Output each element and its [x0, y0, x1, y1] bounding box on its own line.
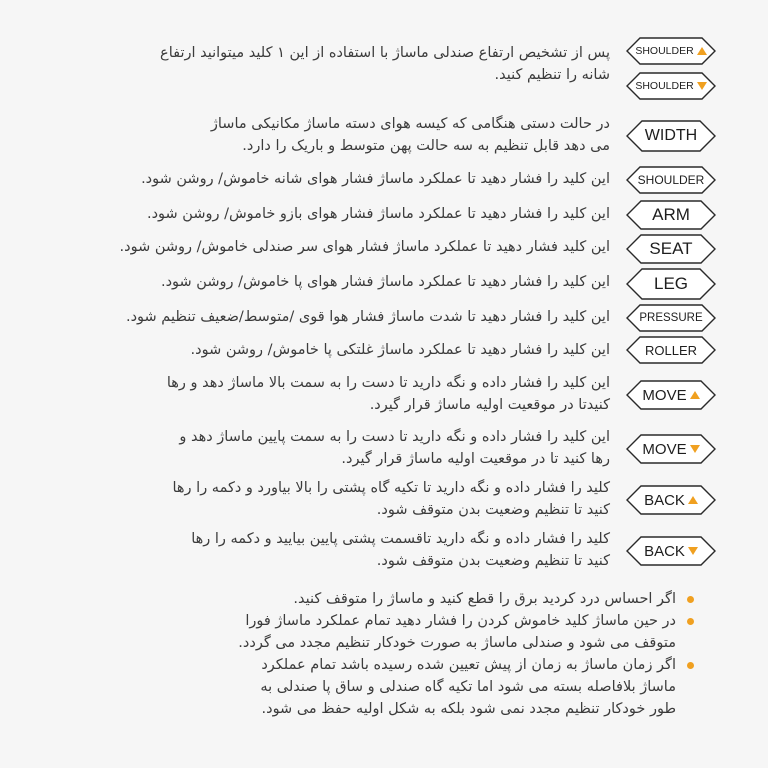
bullet-icon: [687, 618, 694, 625]
key-label-text: SHOULDER: [635, 45, 694, 57]
description-line: شانه را تنظیم کنید.: [494, 67, 610, 83]
button-arm: [626, 200, 716, 230]
button-width: [626, 120, 716, 152]
description-line: این کلید را فشار دهید تا عملکرد ماساژ فشار هوای بازو خاموش/ روشن شود.: [146, 206, 610, 222]
description-line: این کلید را فشار داده و نگه دارید تا دست را به سمت پایین ماساژ دهد و: [179, 429, 610, 445]
bullet-icon: [687, 596, 694, 603]
key-label: [642, 387, 699, 404]
key-description: [40, 236, 610, 258]
note-line: در حین ماساژ کلید خاموش کردن را فشار دهید تمام عملکرد ماساژ فورا: [245, 613, 676, 629]
key-label-text: MOVE: [642, 440, 687, 458]
note-line: متوقف می شود و صندلی ماساژ به صورت خودکار تنظیم مجدد می گردد.: [238, 635, 676, 651]
notes-list: [70, 588, 690, 720]
bullet-icon: [687, 662, 694, 669]
button-back-up: [626, 485, 716, 515]
key-description: [40, 168, 610, 190]
description-line: این کلید را فشار دهید تا شدت ماساژ فشار هوا قوی /متوسط/ضعیف تنظیم شود.: [125, 309, 610, 325]
description-line: این کلید را فشار داده و نگه دارید تا دست را به سمت بالا ماساژ دهد و رها: [166, 375, 610, 391]
key-description: [40, 339, 610, 361]
key-label: [639, 312, 702, 324]
description-line: کنید تا تنظیم وضعیت بدن متوقف شود.: [376, 502, 610, 518]
key-description: [40, 306, 610, 328]
description-line: این کلید را فشار دهید تا عملکرد ماساژ فشار هوای پا خاموش/ روشن شود.: [160, 274, 610, 290]
key-label: [642, 441, 699, 458]
key-description: [40, 113, 610, 157]
description-line: این کلید را فشار دهید تا عملکرد ماساژ فشار هوای شانه خاموش/ روشن شود.: [141, 171, 610, 187]
description-line: کنیدتا در موقعیت اولیه ماساژ قرار گیرد.: [369, 397, 610, 413]
button-move-up: [626, 380, 716, 410]
note-line: اگر زمان ماساژ به زمان از پیش تعیین شده رسیده باشد تمام عملکرد: [261, 657, 676, 673]
note-line: اگر احساس درد کردید برق را قطع کنید و ماساژ را متوقف کنید.: [293, 591, 676, 607]
arrow-down-icon: [697, 82, 707, 90]
key-label-text: ARM: [652, 205, 690, 224]
key-description: [40, 203, 610, 225]
key-label: [649, 239, 692, 259]
description-line: پس از تشخیص ارتفاع صندلی ماساژ با استفاده از این ۱ کلید میتوانید ارتفاع: [160, 45, 610, 61]
key-label-text: WIDTH: [644, 127, 698, 144]
key-label-text: BACK: [644, 542, 685, 560]
key-label: [654, 274, 688, 294]
key-label: [644, 492, 698, 509]
key-label: [635, 45, 706, 57]
button-move-down: [626, 434, 716, 464]
button-shoulder-up: [626, 37, 716, 65]
description-line: رها کنید تا در موقعیت اولیه ماساژ قرار گیرد.: [341, 451, 610, 467]
key-label-text: MOVE: [642, 386, 687, 404]
button-back-down: [626, 536, 716, 566]
note-item: [70, 610, 690, 654]
arrow-up-icon: [688, 496, 698, 504]
key-label-text: ROLLER: [644, 342, 698, 358]
description-line: این کلید فشار دهید تا عملکرد ماساژ فشار هوای سر صندلی خاموش/ روشن شود.: [119, 239, 610, 255]
description-line: کلید را فشار داده و نگه دارید تاقسمت پشتی پایین بیایید و دکمه را رها: [191, 531, 610, 547]
note-item: [70, 654, 690, 720]
key-description: [40, 372, 610, 416]
key-label: [645, 343, 697, 358]
note-item: [70, 588, 690, 610]
key-label-text: BACK: [644, 491, 685, 509]
arrow-down-icon: [690, 445, 700, 453]
key-label: [644, 543, 698, 560]
key-description: [40, 42, 610, 86]
description-line: این کلید را فشار دهید تا عملکرد ماساژ غلتکی پا خاموش/ روشن شود.: [190, 342, 610, 358]
key-label-text: LEG: [653, 274, 689, 293]
key-description: [40, 477, 610, 521]
button-roller: [626, 336, 716, 364]
button-shoulder: [626, 166, 716, 194]
key-label-text: PRESSURE: [639, 312, 703, 324]
arrow-up-icon: [690, 391, 700, 399]
key-label: [652, 205, 690, 225]
key-label-text: SEAT: [649, 239, 693, 258]
note-line: ماساژ بلافاصله بسته می شود اما تکیه گاه صندلی و ساق پا صندلی به: [260, 679, 676, 695]
button-pressure: [626, 304, 716, 332]
description-line: در حالت دستی هنگامی که کیسه هوای دسته ماساژ مکانیکی ماساژ: [210, 116, 610, 132]
key-description: [40, 528, 610, 572]
description-line: کنید تا تنظیم وضعیت بدن متوقف شود.: [376, 553, 610, 569]
key-label-text: SHOULDER: [637, 173, 705, 187]
arrow-down-icon: [688, 547, 698, 555]
key-label: [645, 127, 697, 145]
key-label: [638, 173, 705, 187]
key-label-text: SHOULDER: [635, 80, 694, 92]
description-line: می دهد قابل تنظیم به سه حالت پهن متوسط و باریک را دارد.: [242, 138, 610, 154]
key-description: [40, 271, 610, 293]
description-line: کلید را فشار داده و نگه دارید تا تکیه گاه پشتی را بالا بیاورد و دکمه را رها: [172, 480, 610, 496]
button-seat: [626, 234, 716, 264]
key-description: [40, 426, 610, 470]
note-line: طور خودکار تنظیم مجدد نمی شود بلکه به شکل اولیه حفظ می شود.: [261, 701, 676, 717]
button-shoulder-down: [626, 72, 716, 100]
button-leg: [626, 268, 716, 300]
key-label: [635, 80, 706, 92]
arrow-up-icon: [697, 47, 707, 55]
